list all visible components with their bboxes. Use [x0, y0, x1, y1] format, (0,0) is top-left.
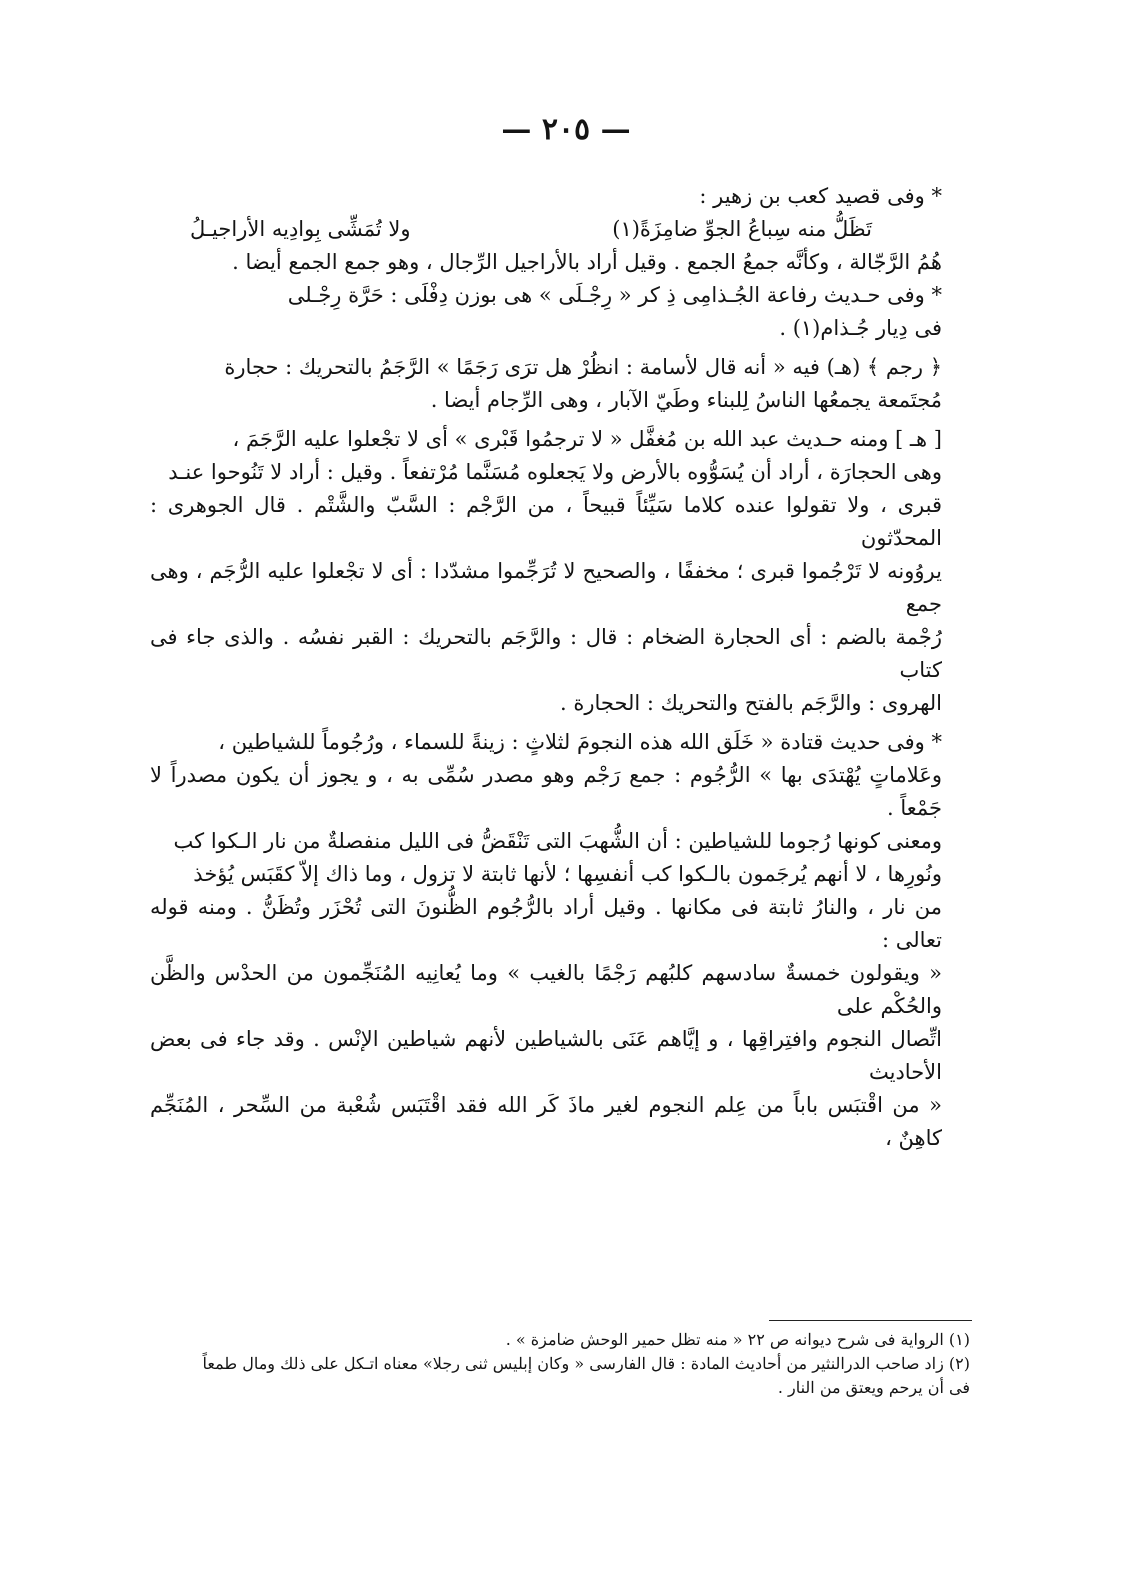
text-line: « من اقْتبَس باباً من عِلم النجوم لغير ماذَ كَر الله فقد اقْتَبَس شُعْبة من السِّحر ، المُنَجِّم كاهِنٌ ، [150, 1093, 942, 1150]
page-number: — ٢٠٥ — [501, 112, 631, 147]
text-line: مُجتَمعة يجمعُها الناسُ لِلبناء وطَيّ الآبار ، وهى الرِّجام أيضا . [430, 388, 942, 412]
text-line: فى دِيار جُـذام(١) . [779, 316, 942, 340]
text-line: ومعنى كونها رُجوما للشياطين : أن الشُّهبَ التى تَنْقَضُّ فى الليل منفصلةٌ من نار الـكوا كب [173, 829, 942, 853]
text-line: * وفى حـديث رفاعة الجُـذامِى ذِ كر « رِجْـلَى » هى بوزن دِفْلَى : حَرَّة رِجْـلى [287, 283, 942, 307]
text-line: قبرى ، ولا تقولوا عنده كلاما سَيِّئاً قبيحاً ، من الرَّجْم : السَّبّ والشَّتْم . قال الجوهرى : المحدّثون [150, 493, 942, 550]
footnote-2: (٢) زاد صاحب الدرالنثير من أحاديث المادة : قال الفارسى « وكان إبليس ثنى رجلا» معناه اتـكل على ذلك ومال طمعاً [202, 1354, 970, 1373]
text-line: ﴿ رجم ﴾ (هـ) فيه « أنه قال لأسامة : انظُرْ هل ترَى رَجَمًا » الرَّجَمُ بالتحريك : حجارة [224, 355, 942, 379]
text-line: هُمُ الرَّجّالة ، وكأنَّه جمعُ الجمع . وقيل أراد بالأراجيل الرِّجال ، وهو جمع الجمع أيضا . [232, 250, 942, 274]
footnote-2-continued: فى أن يرحم ويعتق من النار . [777, 1378, 970, 1397]
footnote-1: (١) الرواية فى شرح ديوانه ص ٢٢ « منه تظل حمير الوحش ضامزة » . [505, 1330, 970, 1349]
text-line: من نار ، والنارُ ثابتة فى مكانها . وقيل أراد بالرُّجُوم الظُّنونَ التى تُحْزَر وتُظَنُّ . ومنه قوله تعالى : [150, 895, 942, 952]
text-line: وهى الحجارَة ، أراد أن يُسَوُّوه بالأرض ولا يَجعلوه مُسَنَّما مُرْتفعاً . وقيل : أراد لا تَنُوحوا عنـد [168, 460, 942, 484]
text-line: ونُورِها ، لا أنهم يُرجَمون بالـكوا كب أنفسِها ؛ لأنها ثابتة لا تزول ، وما ذاك إلاّ كقَبَس يُؤخذ [193, 862, 942, 886]
poetry-verse [150, 213, 942, 246]
text-line: رُجْمة بالضم : أى الحجارة الضخام : قال : والرَّجَم بالتحريك : القبر نفسُه . والذى جاء فى كتاب [150, 625, 942, 682]
footnote-separator [769, 1320, 972, 1321]
verse-first-hemistich: تَظَلُّ منه سِباعُ الجوِّ ضامِزَةً(١) [612, 217, 872, 241]
footnotes [150, 1328, 970, 1400]
text-line: يروُونه لا تَرْجُموا قبرى ؛ مخففًا ، والصحيح لا تُرَجِّموا مشدّدا : أى لا تجْعلوا عليه الرُّجَم ، وهى جمع [150, 559, 942, 616]
text-line: الهروى : والرَّجَم بالفتح والتحريك : الحجارة . [560, 691, 942, 715]
text-line: وعَلاماتٍ يُهْتدَى بها » الرُّجُوم : جمع رَجْم وهو مصدر سُمِّى به ، و يجوز أن يكون مصدراً لا جَمْعاً . [150, 763, 942, 820]
text-line: [ هـ ] ومنه حـديث عبد الله بن مُغفَّل « لا ترجمُوا قَبْرى » أى لا تجْعلوا عليه الرَّجَمَ ، [232, 427, 942, 451]
text-line: * وفى قصيد كعب بن زهير : [699, 184, 942, 208]
text-line: * وفى حديث قتادة « خَلَق الله هذه النجومَ لثلاثٍ : زينةً للسماء ، ورُجُوماً للشياطين ، [218, 730, 942, 754]
body-text [150, 180, 942, 1155]
text-line: اتِّصال النجوم وافتِراقِها ، و إيَّاهم عَنَى بالشياطين لأنهم شياطين الإنْس . وقد جاء فى بعض الأحاديث [150, 1027, 942, 1084]
verse-second-hemistich: ولا تُمَشِّى بِوادِيه الأراجيـلُ [190, 217, 411, 241]
text-line: « ويقولون خمسةٌ سادسهم كلبُهم رَجْمًا بالغيب » وما يُعانِيه المُنَجِّمون من الحدْس والظَّن والحُكْم على [150, 961, 942, 1018]
